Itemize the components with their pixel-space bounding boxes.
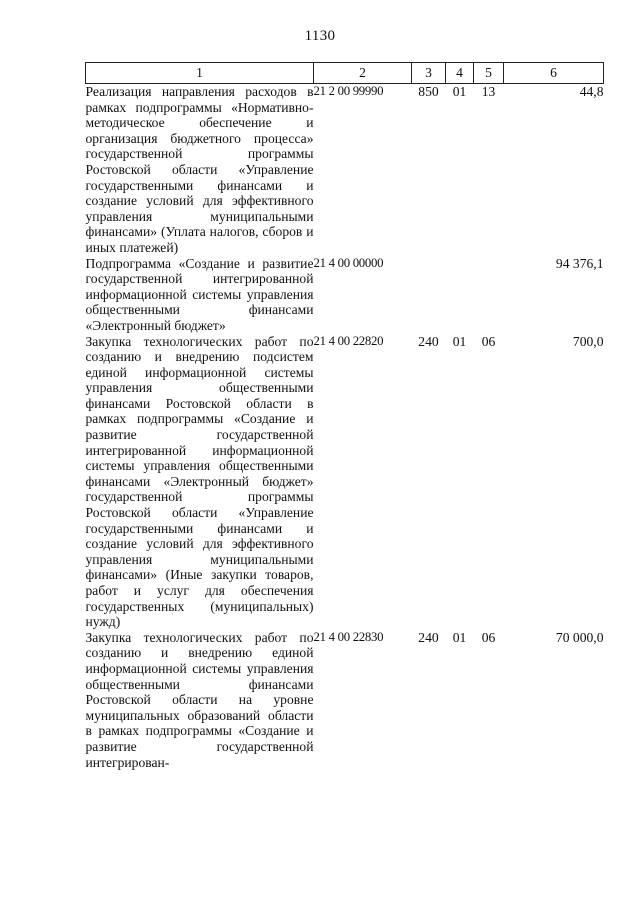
column-header-sum: 6 [504,63,604,84]
row-vr: 850 [418,84,439,99]
row-rz [446,256,474,334]
column-header-name: 1 [86,63,314,84]
row-name: Закупка технологических работ по созданию и внедрению единой информационной системы управления общественными финансами Ростовской области на уровне муниципальных образований области в рамках подпрограммы «Создание и развитие государственной интегрирован- [85,629,314,770]
table-row [86,334,604,630]
page-number: 1130 [304,28,336,44]
row-vr [412,256,446,334]
row-sum: 44,8 [579,84,604,99]
budget-table [85,62,604,770]
table-row [86,630,604,770]
row-code: 21 4 00 00000 [313,255,384,270]
column-header-vr: 3 [412,63,446,84]
row-rz: 01 [452,84,467,99]
row-code: 21 2 00 99990 [313,84,384,98]
row-rz: 01 [452,333,467,349]
row-vr: 240 [418,333,439,349]
table-row [86,84,604,256]
row-sum: 70 000,0 [555,629,604,645]
column-header-rz: 4 [446,63,474,84]
row-pr: 06 [481,333,496,349]
row-vr: 240 [418,629,439,645]
row-sum: 700,0 [572,333,604,349]
row-code: 21 4 00 22820 [313,333,384,348]
column-header-code: 2 [314,63,412,84]
row-pr: 06 [481,629,496,645]
row-pr [474,256,504,334]
row-name: Подпрограмма «Создание и развитие государственной интегрированной информационной системы управления общественными финансами «Электронный бюджет» [85,255,314,333]
row-name: Реализация направления расходов в рамках подпрограммы «Нормативно-методическое обеспечение и организация бюджетного процесса» государственной программы Ростовской области «Управление государственными финансами и создание условий для эффективного управления муниципальными финансами» (Уплата налогов, сборов и иных платежей) [85,84,314,255]
row-pr: 13 [481,84,496,99]
row-rz: 01 [452,629,467,645]
table-header-row [86,63,604,84]
table-row [86,256,604,334]
row-code: 21 4 00 22830 [313,629,384,644]
row-name: Закупка технологических работ по созданию и внедрению подсистем единой информационной системы управления общественными финансами Ростовской области в рамках подпрограммы «Создание и развитие государственной интегрированной информационной системы управления общественными финансами «Электронный бюджет» государственной программы Ростовской области «Управление государственными финансами и создание условий для эффективного управления муниципальными финансами» (Иные закупки товаров, работ и услуг для обеспечения государственных (муниципальных) нужд) [85,333,314,630]
column-header-pr: 5 [474,63,504,84]
row-sum: 94 376,1 [555,255,604,271]
